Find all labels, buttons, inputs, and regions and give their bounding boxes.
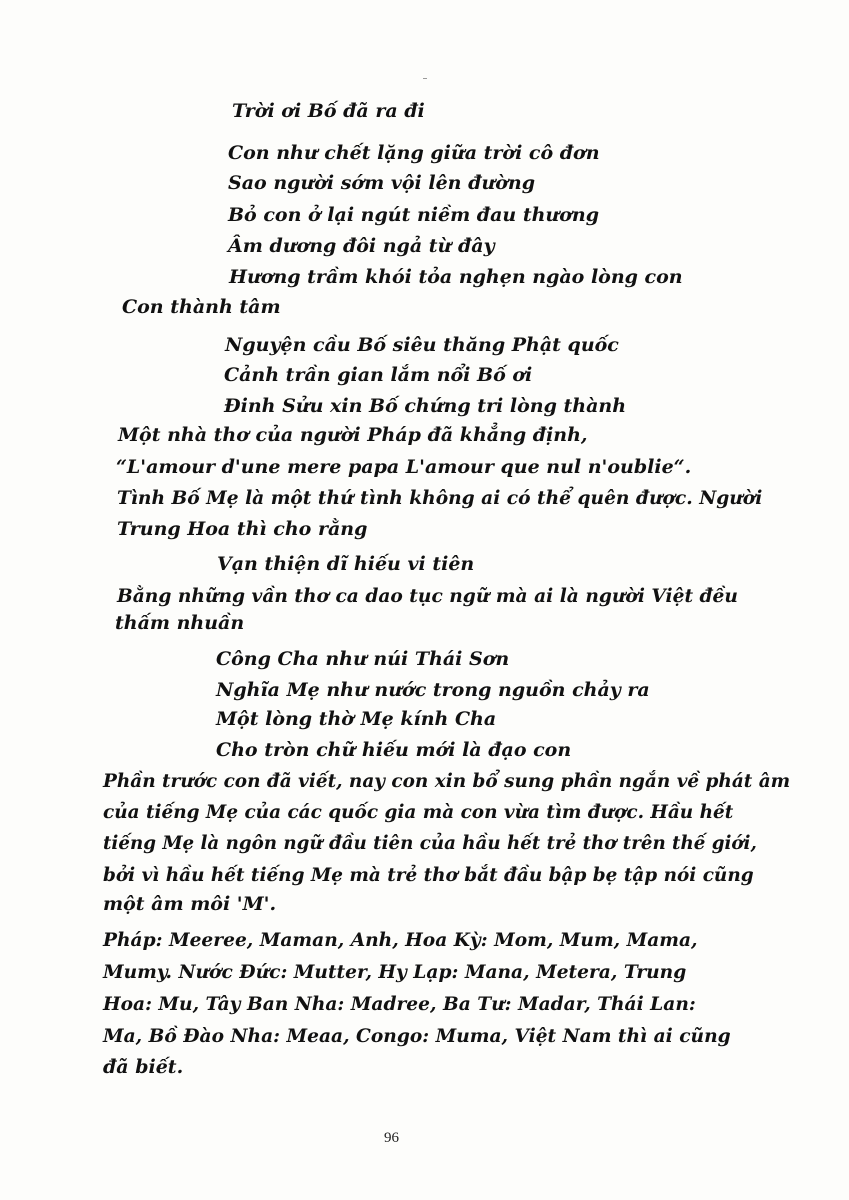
paragraph-line-14: Ma, Bồ Đào Nha: Meaa, Congo: Muma, Việt Nam thì ai cũng bbox=[103, 1025, 731, 1047]
poem-line-9: Cảnh trần gian lắm nổi Bố ơi bbox=[224, 364, 533, 386]
scan-mark bbox=[423, 78, 427, 79]
verse-line-4: Cho tròn chữ hiếu mới là đạo con bbox=[216, 739, 572, 761]
poem-line-8: Nguyện cầu Bố siêu thăng Phật quốc bbox=[225, 334, 619, 356]
paragraph-line-1: Một nhà thơ của người Pháp đã khẳng định, bbox=[118, 424, 588, 446]
verse-line-3: Một lòng thờ Mẹ kính Cha bbox=[216, 708, 497, 730]
paragraph-line-10: một âm môi 'M'. bbox=[103, 893, 277, 915]
paragraph-line-13: Hoa: Mu, Tây Ban Nha: Madree, Ba Tư: Madar, Thái Lan: bbox=[103, 993, 696, 1015]
poem-line-7: Con thành tâm bbox=[122, 296, 281, 318]
verse-line-1: Công Cha như núi Thái Sơn bbox=[216, 648, 510, 670]
paragraph-line-2: Tình Bố Mẹ là một thứ tình không ai có thể quên được. Người bbox=[117, 487, 763, 509]
poem-line-1: Trời ơi Bố đã ra đi bbox=[232, 100, 425, 122]
paragraph-line-15: đã biết. bbox=[103, 1056, 184, 1078]
paragraph-line-8: tiếng Mẹ là ngôn ngữ đầu tiên của hầu hết trẻ thơ trên thế giới, bbox=[103, 832, 757, 854]
paragraph-line-9: bởi vì hầu hết tiếng Mẹ mà trẻ thơ bắt đầu bập bẹ tập nói cũng bbox=[103, 864, 754, 886]
poem-line-5: Âm dương đôi ngả từ đây bbox=[228, 235, 495, 257]
quote-line: “L'amour d'une mere papa L'amour que nul n'oublie“. bbox=[116, 456, 692, 478]
paragraph-line-12: Mumy. Nước Đức: Mutter, Hy Lạp: Mana, Metera, Trung bbox=[103, 961, 687, 983]
proverb-line: Vạn thiện dĩ hiếu vi tiên bbox=[217, 553, 475, 575]
paragraph-line-7: của tiếng Mẹ của các quốc gia mà con vừa tìm được. Hầu hết bbox=[103, 801, 734, 823]
paragraph-line-11: Pháp: Meeree, Maman, Anh, Hoa Kỳ: Mom, Mum, Mama, bbox=[103, 929, 698, 951]
poem-line-3: Sao người sớm vội lên đường bbox=[228, 172, 535, 194]
poem-line-2: Con như chết lặng giữa trời cô đơn bbox=[228, 142, 600, 164]
verse-line-2: Nghĩa Mẹ như nước trong nguồn chảy ra bbox=[216, 679, 650, 701]
poem-line-10: Đinh Sửu xin Bố chứng tri lòng thành bbox=[224, 395, 627, 417]
poem-line-4: Bỏ con ở lại ngút niềm đau thương bbox=[228, 204, 600, 226]
page-number: 96 bbox=[384, 1130, 399, 1146]
paragraph-line-5: thấm nhuần bbox=[115, 612, 245, 634]
poem-line-6: Hương trầm khói tỏa nghẹn ngào lòng con bbox=[229, 266, 683, 288]
paragraph-line-3: Trung Hoa thì cho rằng bbox=[117, 518, 368, 540]
paragraph-line-6: Phần trước con đã viết, nay con xin bổ sung phần ngắn về phát âm bbox=[103, 770, 791, 792]
paragraph-line-4: Bằng những vần thơ ca dao tục ngữ mà ai là người Việt đều bbox=[117, 585, 738, 607]
